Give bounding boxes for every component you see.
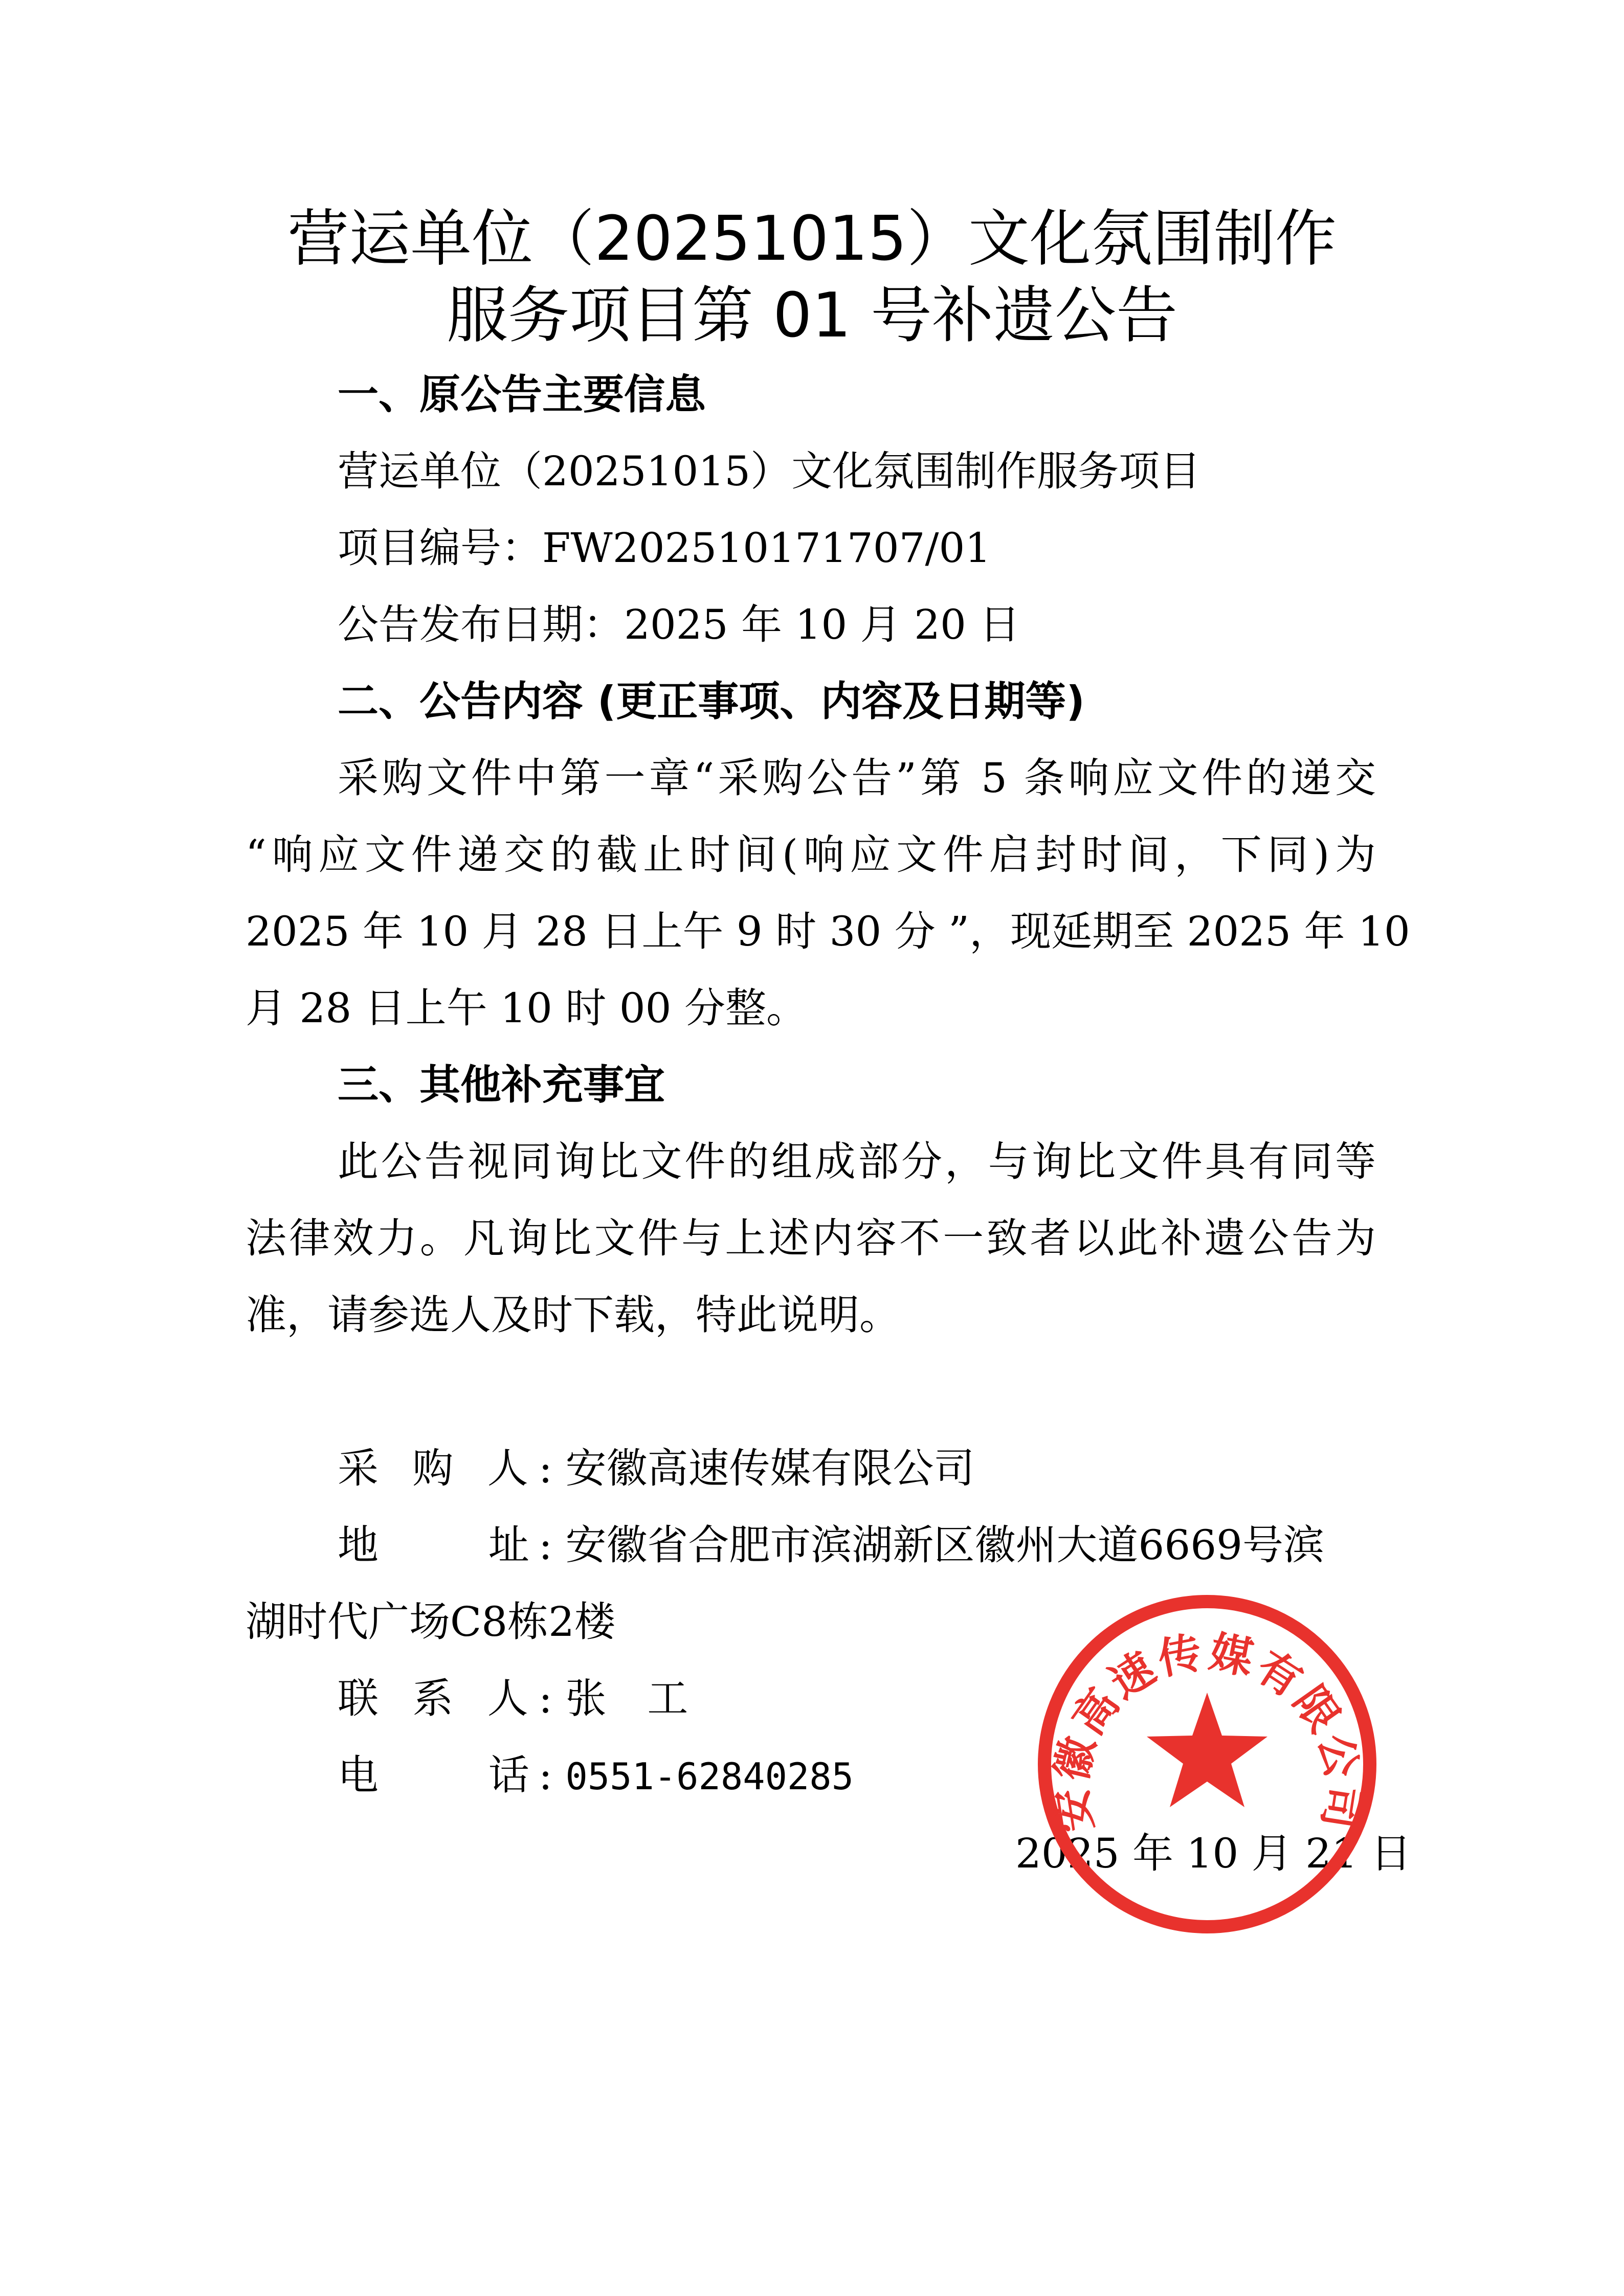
buyer-label: 采 购 人: [338,1445,552,1492]
section-2-line: 采购文件中第一章“采购公告”第 5 条响应文件的递交 [338,754,1376,802]
buyer-row [338,1443,1468,1494]
buyer-value: 安徽高速传媒有限公司 [565,1445,975,1492]
title-line-1: 营运单位（20251015）文化氛围制作 [287,204,1337,275]
project-name: 营运单位（20251015）文化氛围制作服务项目 [338,447,1201,495]
section-3-line: 此公告视同询比文件的组成部分，与询比文件具有同等 [338,1138,1376,1185]
address-row [338,1520,1468,1571]
project-number: 项目编号：FW202510171707/01 [338,524,991,572]
address-value-line-1: 安徽省合肥市滨湖新区徽州大道6669号滨 [565,1521,1325,1569]
section-3-line: 法律效力。凡询比文件与上述内容不一致者以此补遗公告为 [246,1214,1376,1262]
address-label: 地 址: [338,1521,552,1569]
phone-value: 0551-62840285 [565,1755,854,1798]
seal-graphic [1028,1585,1386,1943]
publish-date: 公告发布日期：2025 年 10 月 20 日 [338,601,1020,648]
section-3-heading: 三、其他补充事宜 [338,1061,665,1109]
section-2-line: 月 28 日上午 10 时 00 分整。 [246,984,807,1032]
contact-person-value: 张 工 [565,1675,688,1722]
section-3-line: 准，请参选人及时下载，特此说明。 [246,1291,900,1339]
section-2-heading: 二、公告内容 (更正事项、内容及日期等) [338,678,1085,725]
seal-star-icon [1147,1693,1267,1807]
address-value-line-2: 湖时代广场C8栋2楼 [246,1598,616,1646]
company-seal [1028,1585,1386,1943]
seal-text: 安徽高速传媒有限公司 [1045,1626,1369,1835]
announcement-date: 2025 年 10 月 21 日 [1015,1830,1412,1877]
contact-person-label: 联 系 人: [338,1675,552,1722]
title-line-2: 服务项目第 01 号补遗公告 [447,280,1177,351]
section-2-line: “响应文件递交的截止时间(响应文件启封时间，下同)为 [246,831,1376,879]
phone-label: 电 话: [338,1751,552,1799]
section-1-heading: 一、原公告主要信息 [338,371,706,418]
section-2-line: 2025 年 10 月 28 日上午 9 时 30 分 ”，现延期至 2025 年 10 [246,908,1410,955]
